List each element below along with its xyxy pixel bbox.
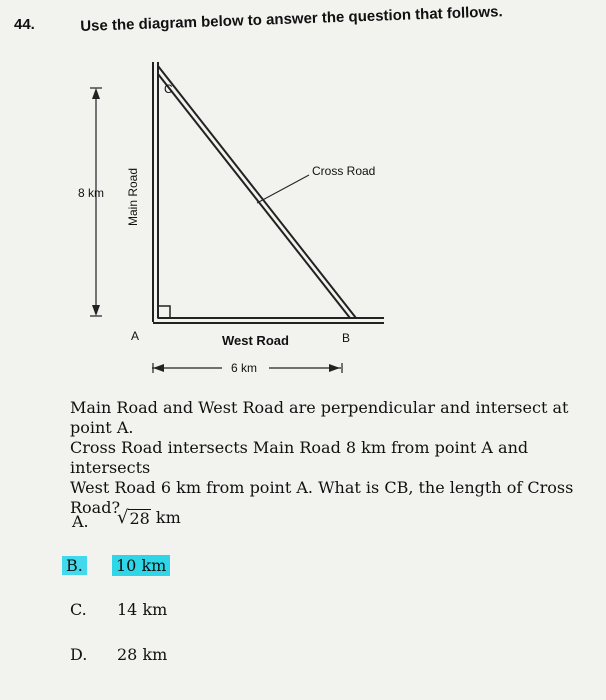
- label-vertical-measure: 8 km: [78, 186, 105, 200]
- label-point-b: B: [342, 331, 351, 345]
- cross-road-line-1: [158, 66, 356, 318]
- label-point-c: C: [164, 82, 173, 96]
- question-line: Road?: [70, 498, 121, 517]
- square-root: [117, 509, 151, 527]
- cross-road-pointer: [257, 175, 309, 203]
- question-text: [70, 398, 595, 518]
- choice-a-answer[interactable]: [117, 508, 181, 527]
- choice-c-answer[interactable]: 14 km: [117, 600, 168, 619]
- question-number: 44.: [14, 16, 35, 33]
- horizontal-arrow-left: [153, 364, 164, 372]
- question-line: Cross Road intersects Main Road 8 km from point A and intersects: [70, 438, 529, 477]
- choice-b-highlight: 10 km: [112, 555, 170, 576]
- choice-b-letter-highlight: B.: [62, 556, 87, 575]
- label-west-road: West Road: [222, 333, 289, 348]
- question-line: Main Road and West Road are perpendicular and intersect at point A.: [70, 398, 569, 437]
- horizontal-arrow-right: [329, 364, 340, 372]
- radical-sign: √: [117, 507, 129, 528]
- label-point-a: A: [131, 329, 140, 343]
- right-angle-marker: [158, 306, 170, 318]
- instruction-text: Use the diagram below to answer the question that follows.: [80, 3, 503, 35]
- choice-b-letter[interactable]: [62, 556, 87, 575]
- label-main-road: Main Road: [126, 167, 140, 226]
- vertical-arrow-top: [92, 88, 100, 99]
- label-horizontal-measure: 6 km: [231, 361, 258, 375]
- question-line: West Road 6 km from point A. What is CB, the length of Cross: [70, 478, 574, 497]
- choice-d-letter[interactable]: D.: [70, 645, 88, 664]
- choice-a-unit: km: [150, 508, 181, 527]
- label-cross-road: Cross Road: [312, 164, 376, 178]
- choice-d-answer[interactable]: 28 km: [117, 645, 168, 664]
- choice-a-letter[interactable]: A.: [72, 512, 89, 531]
- choice-b-answer[interactable]: [112, 556, 170, 575]
- vertical-arrow-bottom: [92, 305, 100, 316]
- choice-c-letter[interactable]: C.: [70, 600, 87, 619]
- radicand: 28: [129, 509, 150, 528]
- cross-road-line-2: [158, 74, 350, 318]
